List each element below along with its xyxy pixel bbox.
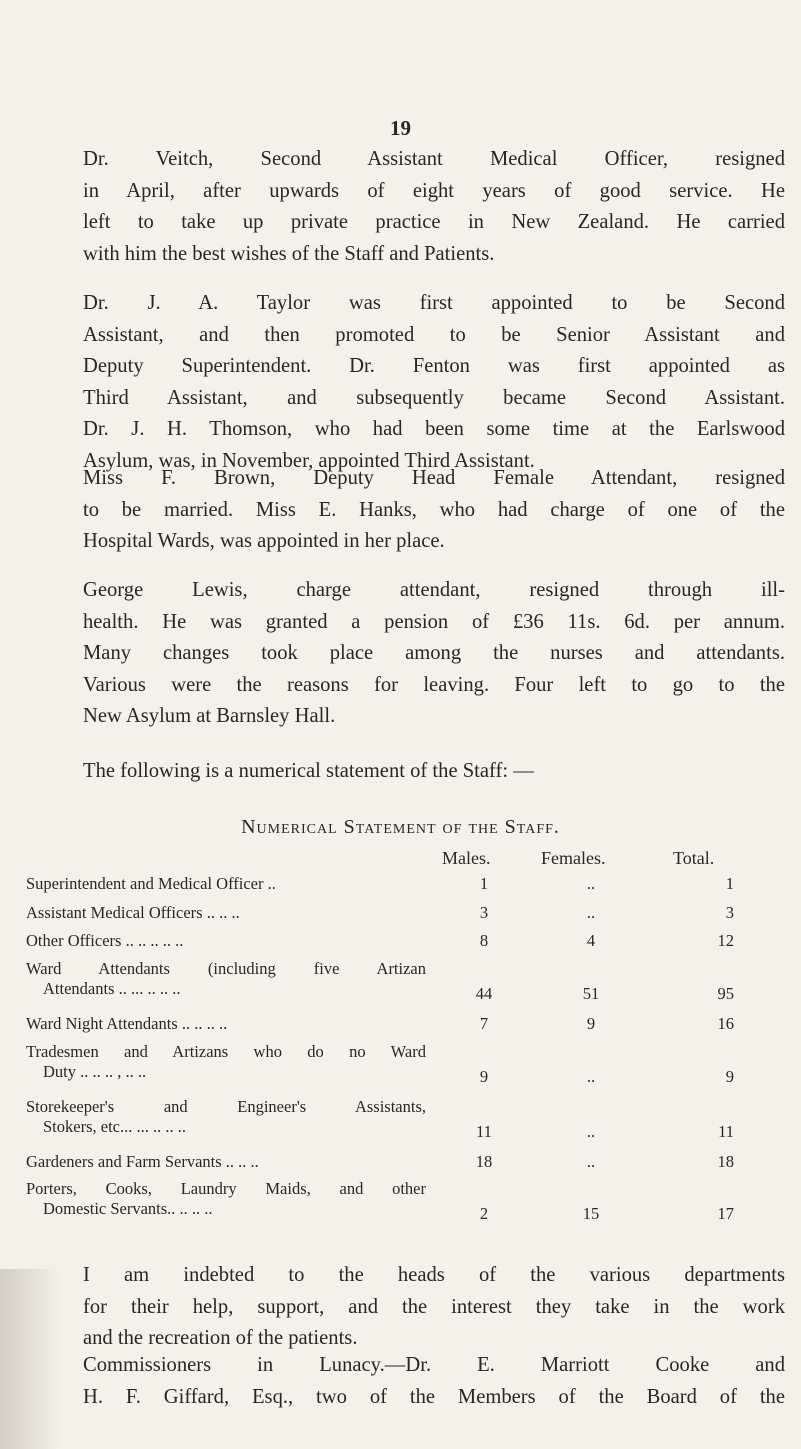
cell-females: .. [586, 1152, 596, 1171]
text-line: in April, after upwards of eight years of good service. He [83, 179, 785, 202]
text-line: Dr. Veitch, Second Assistant Medical Officer, resigned [83, 148, 785, 170]
text-line: health. He was granted a pension of £36 11s. 6d. per annum. [83, 610, 785, 633]
row-label [26, 1152, 436, 1172]
text-line: Assistant, and then promoted to be Senior Assistant and [83, 323, 785, 346]
page-shadow [0, 1269, 60, 1449]
paragraph-taylor [83, 288, 785, 477]
table-heading: Numerical Statement of the Staff. [241, 816, 560, 838]
cell-males: 7 [479, 1014, 489, 1033]
cell-males: 11 [476, 1122, 492, 1141]
column-header-males: Males. [442, 848, 491, 868]
cell-males: 18 [475, 1152, 493, 1171]
cell-females: 51 [582, 984, 600, 1003]
text-line: Asylum, was, in November, appointed Third Assistant. [83, 449, 535, 472]
text-line: The following is a numerical statement of the Staff: — [83, 760, 534, 782]
table-row [26, 931, 786, 959]
cell-total: 11 [718, 1122, 734, 1141]
cell-total: 3 [725, 903, 734, 922]
row-label [26, 903, 436, 923]
column-header-total: Total. [673, 848, 715, 868]
text-line: H. F. Giffard, Esq., two of the Members of the Board of the [83, 1385, 785, 1408]
row-label [26, 1179, 436, 1219]
row-label-line: Porters, Cooks, Laundry Maids, and other [26, 1179, 426, 1198]
cell-females: .. [586, 1067, 596, 1086]
paragraph-veitch [83, 144, 785, 270]
cell-females: 15 [582, 1204, 600, 1223]
text-line: Various were the reasons for leaving. Four left to go to the [83, 673, 785, 696]
cell-males: 44 [475, 984, 493, 1003]
cell-males: 8 [479, 931, 489, 950]
row-label [26, 1097, 436, 1137]
cell-males: 2 [479, 1204, 489, 1223]
text-line: Hospital Wards, was appointed in her place. [83, 530, 445, 552]
cell-total: 12 [717, 931, 734, 950]
cell-total: 95 [717, 984, 734, 1003]
table-row [26, 1042, 786, 1097]
paragraph-brown [83, 463, 785, 558]
paragraph-following [83, 756, 785, 788]
cell-males: 1 [479, 874, 489, 893]
row-label [26, 874, 436, 894]
cell-males: 9 [479, 1067, 489, 1086]
text-line: I am indebted to the heads of the various departments [83, 1264, 785, 1286]
cell-total: 16 [717, 1014, 734, 1033]
text-line: Miss F. Brown, Deputy Head Female Attendant, resigned [83, 467, 785, 489]
text-line: to be married. Miss E. Hanks, who had charge of one of the [83, 498, 785, 521]
text-line: Dr. J. A. Taylor was first appointed to be Second [83, 292, 785, 314]
cell-males: 3 [479, 903, 489, 922]
table-row [26, 903, 786, 931]
column-header-females: Females. [541, 848, 606, 868]
row-label-line: Tradesmen and Artizans who do no Ward [26, 1042, 426, 1061]
text-line: Dr. J. H. Thomson, who had been some time at the Earlswood [83, 418, 785, 440]
row-label-line: Ward Night Attendants .. .. .. .. [26, 1014, 228, 1033]
text-line: Deputy Superintendent. Dr. Fenton was first appointed as [83, 355, 785, 377]
staff-table [26, 848, 786, 1234]
text-line: Commissioners in Lunacy.—Dr. E. Marriott Cooke and [83, 1354, 785, 1376]
table-row [26, 1097, 786, 1152]
row-label-line: Storekeeper's and Engineer's Assistants, [26, 1097, 426, 1116]
row-label [26, 1014, 436, 1034]
table-row [26, 1179, 786, 1234]
text-line: for their help, support, and the interest they take in the work [83, 1295, 785, 1318]
row-label-line: Superintendent and Medical Officer .. [26, 874, 276, 893]
row-label-line: Ward Attendants (including five Artizan [26, 959, 426, 978]
table-row [26, 874, 786, 903]
row-label-line: Gardeners and Farm Servants .. .. .. [26, 1152, 259, 1171]
row-label-line: Attendants .. ... .. .. .. [43, 979, 181, 998]
table-header [26, 848, 786, 874]
paragraph-lewis [83, 575, 785, 733]
cell-females: .. [586, 874, 596, 893]
row-label-line: Other Officers .. .. .. .. .. [26, 931, 184, 950]
text-line: Third Assistant, and subsequently became Second Assistant. [83, 386, 785, 409]
table-row [26, 959, 786, 1014]
table-row [26, 1152, 786, 1179]
text-line: and the recreation of the patients. [83, 1327, 358, 1349]
text-line: Many changes took place among the nurses and attendants. [83, 642, 785, 664]
cell-females: .. [586, 1122, 596, 1141]
table-row [26, 1014, 786, 1042]
table-body [26, 874, 786, 1234]
cell-females: 9 [586, 1014, 596, 1033]
cell-females: 4 [586, 931, 596, 950]
text-line: George Lewis, charge attendant, resigned through ill- [83, 579, 785, 601]
row-label-line: Stokers, etc... ... .. .. .. [43, 1117, 186, 1136]
text-line: New Asylum at Barnsley Hall. [83, 705, 336, 727]
row-label [26, 1042, 436, 1082]
text-line: with him the best wishes of the Staff and Patients. [83, 242, 495, 265]
row-label [26, 931, 436, 951]
paragraph-commissioners [83, 1350, 785, 1413]
row-label-line: Assistant Medical Officers .. .. .. [26, 903, 240, 922]
row-label [26, 959, 436, 999]
cell-total: 17 [717, 1204, 734, 1223]
cell-total: 9 [725, 1067, 734, 1086]
cell-females: .. [586, 903, 596, 922]
cell-total: 18 [717, 1152, 734, 1171]
page-number: 19 [390, 116, 411, 140]
row-label-line: Domestic Servants.. .. .. .. [43, 1199, 213, 1218]
text-line: left to take up private practice in New Zealand. He carried [83, 211, 785, 233]
row-label-line: Duty .. .. .. , .. .. [43, 1062, 147, 1081]
paragraph-indebted [83, 1260, 785, 1355]
cell-total: 1 [725, 874, 734, 893]
